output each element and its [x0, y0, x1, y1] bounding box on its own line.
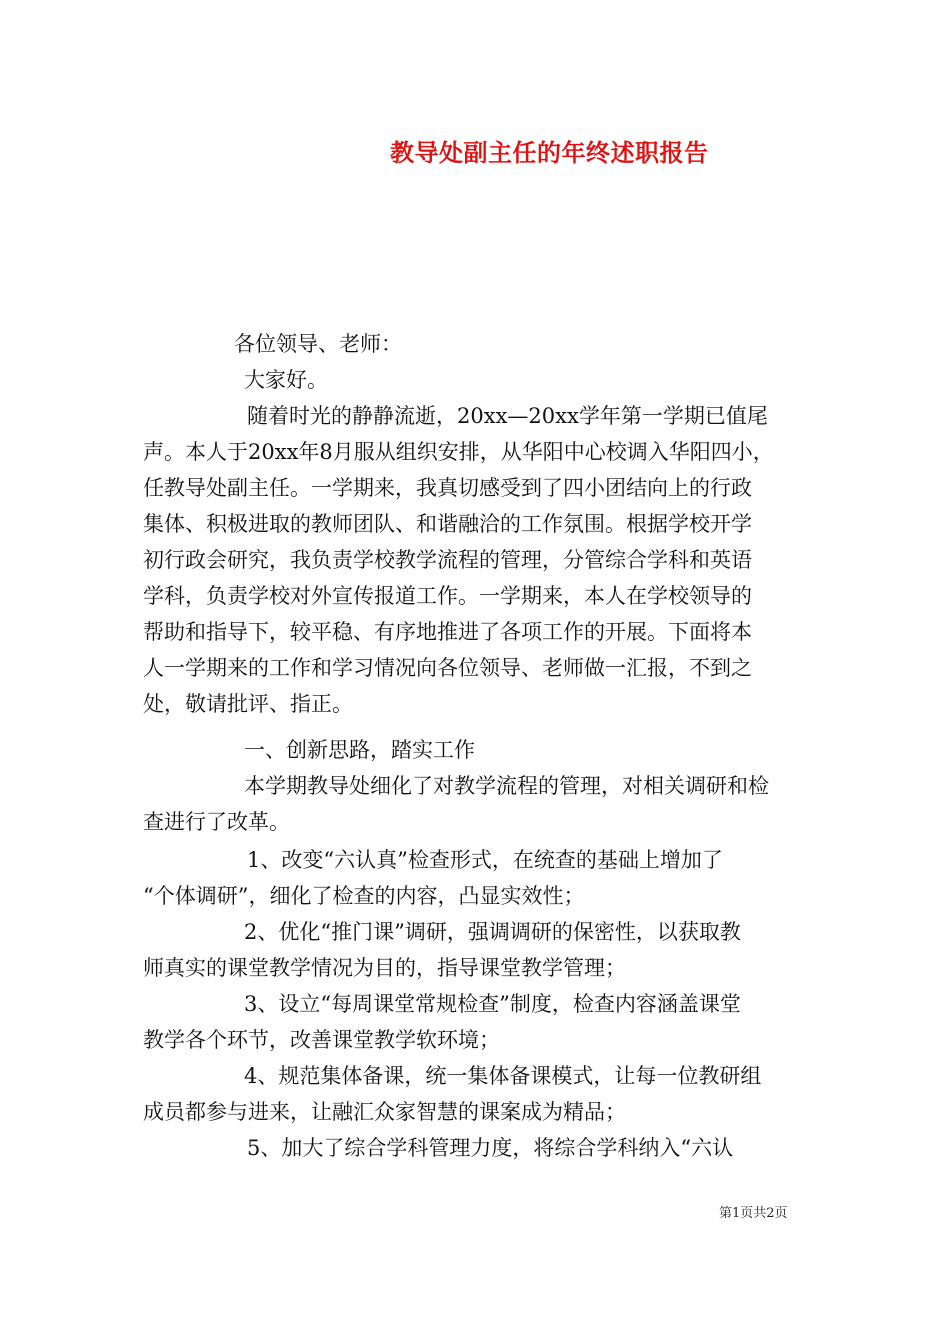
item-4-line-2: 成员都参与进来，让融汇众家智慧的课案成为精品；: [143, 1100, 626, 1124]
greeting: 各位领导、老师：: [234, 332, 402, 356]
intro-line-8: 人一学期来的工作和学习情况向各位领导、老师做一汇报，不到之: [143, 656, 752, 680]
section1-heading: 一、创新思路，踏实工作: [244, 738, 475, 762]
intro-line-4: 集体、积极进取的教师团队、和谐融洽的工作氛围。根据学校开学: [143, 512, 752, 536]
intro-line-9: 处，敬请批评、指正。: [143, 692, 353, 716]
item-4-line-1: 4、规范集体备课，统一集体备课模式，让每一位教研组: [244, 1064, 762, 1088]
item-2-line-2: 师真实的课堂教学情况为目的，指导课堂教学管理；: [143, 956, 626, 980]
intro-line-6: 学科，负责学校对外宣传报道工作。一学期来，本人在学校领导的: [143, 584, 752, 608]
document-title: 教导处副主任的年终述职报告: [390, 138, 709, 167]
hello-line: 大家好。: [244, 368, 328, 392]
section1-line-2: 查进行了改革。: [143, 810, 290, 834]
item-3-line-1: 3、设立“每周课堂常规检查”制度，检查内容涵盖课堂: [244, 992, 741, 1016]
item-1-line-1: 1、改变“六认真”检查形式，在统查的基础上增加了: [247, 848, 723, 872]
intro-line-5: 初行政会研究，我负责学校教学流程的管理，分管综合学科和英语: [143, 548, 752, 572]
intro-line-3: 任教导处副主任。一学期来，我真切感受到了四小团结向上的行政: [143, 476, 752, 500]
item-2-line-1: 2、优化“推门课”调研，强调调研的保密性，以获取教: [244, 920, 741, 944]
intro-line-1: 随着时光的静静流逝，20xx—20xx学年第一学期已值尾: [247, 404, 768, 428]
item-5-line-1: 5、加大了综合学科管理力度，将综合学科纳入“六认: [247, 1136, 734, 1160]
intro-line-2: 声。本人于20xx年8月服从组织安排，从华阳中心校调入华阳四小，: [143, 440, 774, 464]
item-1-line-2: “个体调研”，细化了检查的内容，凸显实效性；: [143, 884, 585, 908]
item-3-line-2: 教学各个环节，改善课堂教学软环境；: [143, 1028, 500, 1052]
page-number: 第1页共2页: [719, 1206, 788, 1221]
intro-line-7: 帮助和指导下，较平稳、有序地推进了各项工作的开展。下面将本: [143, 620, 752, 644]
section1-line-1: 本学期教导处细化了对教学流程的管理，对相关调研和检: [244, 774, 769, 798]
